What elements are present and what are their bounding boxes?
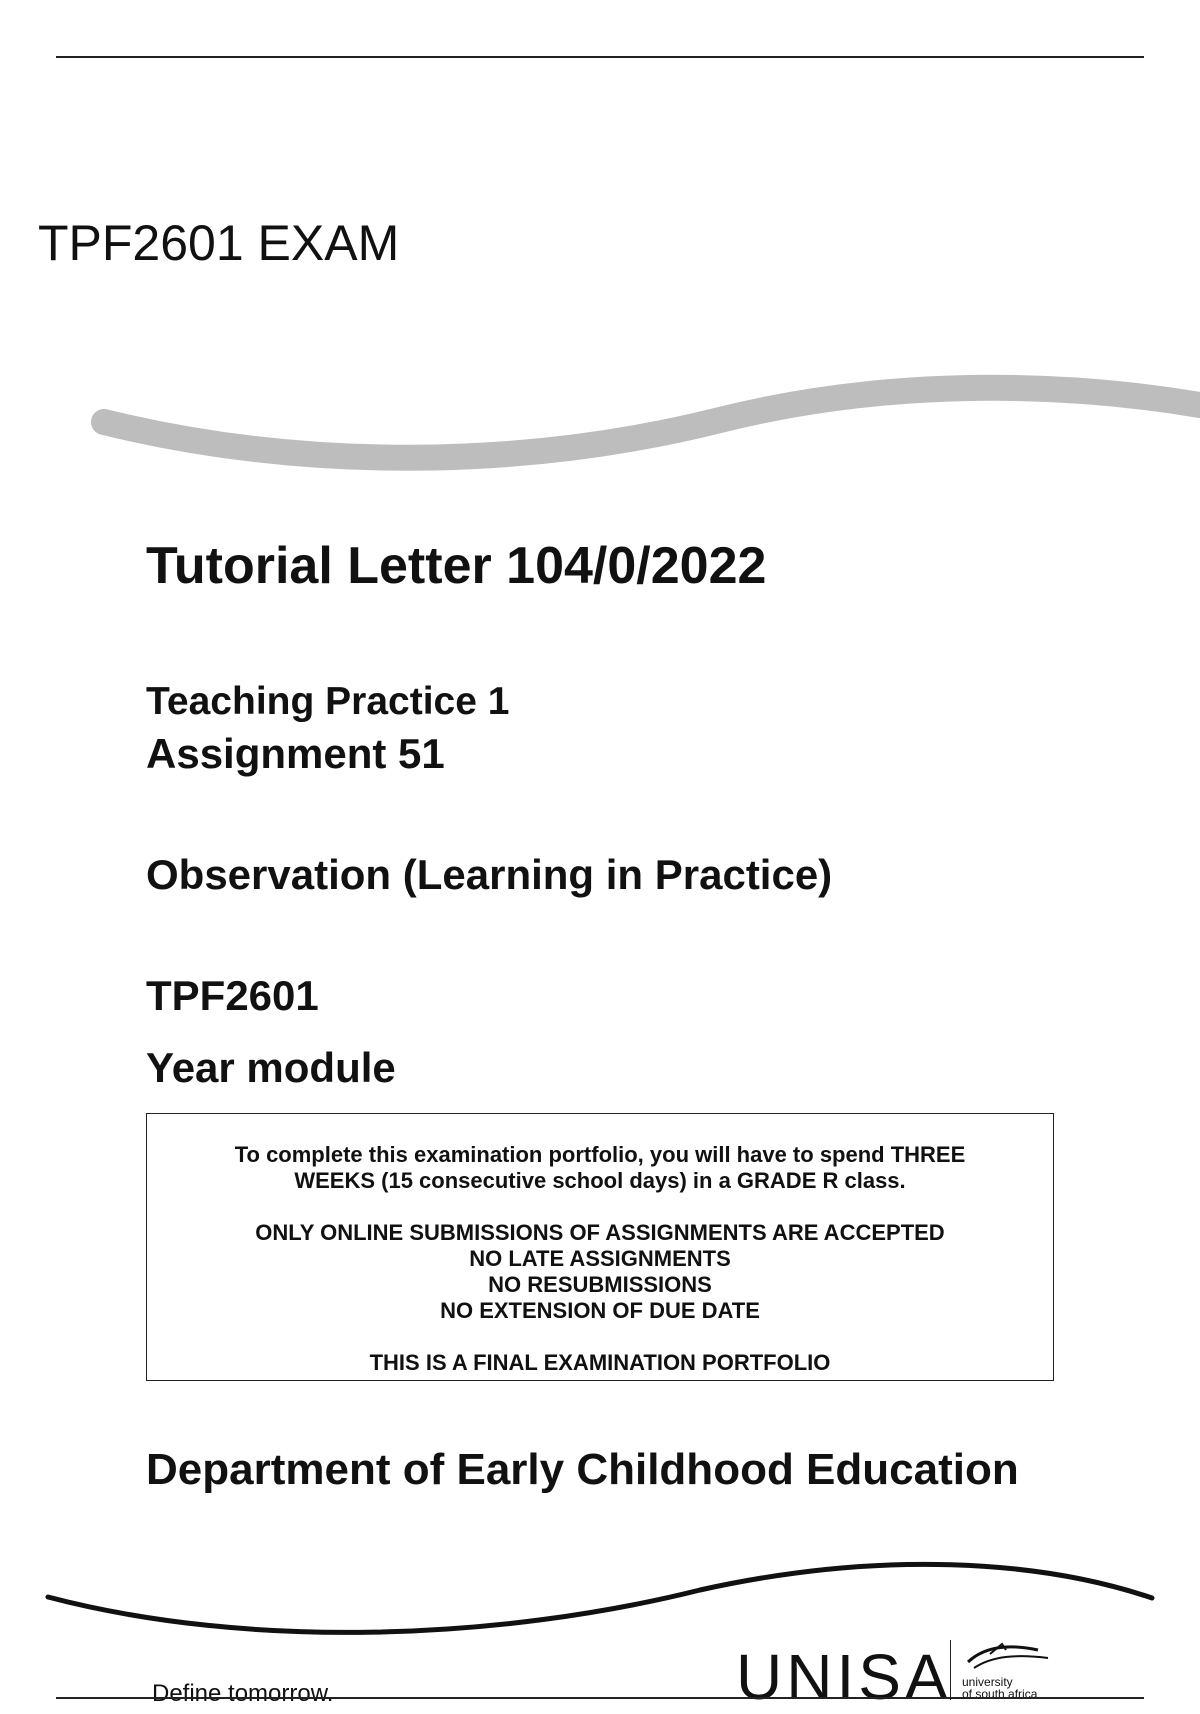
unisa-emblem-icon [960, 1640, 1052, 1676]
logo-sub-line: of south africa [962, 1687, 1038, 1701]
logo-sub-line: university [962, 1675, 1013, 1689]
notice-line: WEEKS (15 consecutive school days) in a GRADE R class. [294, 1168, 906, 1193]
notice-rule: NO EXTENSION OF DUE DATE [440, 1298, 760, 1323]
module-type: Year module [146, 1044, 396, 1091]
module-code: TPF2601 [146, 972, 319, 1019]
tutorial-letter-heading: Tutorial Letter 104/0/2022 [146, 537, 767, 595]
notice-rule: ONLY ONLINE SUBMISSIONS OF ASSIGNMENTS ARE ACCEPTED [255, 1220, 945, 1245]
logo-divider [950, 1640, 951, 1700]
assignment-number: Assignment 51 [146, 730, 445, 777]
grey-swoosh [104, 388, 1200, 458]
bottom-rule [56, 1697, 1144, 1699]
notice-line: To complete this examination portfolio, you will have to spend THREE [234, 1142, 966, 1167]
course-title: Teaching Practice 1 [146, 680, 510, 723]
notice-rule: NO RESUBMISSIONS [488, 1272, 712, 1297]
notice-final: THIS IS A FINAL EXAMINATION PORTFOLIO [369, 1350, 831, 1375]
notice-box [146, 1113, 1054, 1381]
department-name: Department of Early Childhood Education [146, 1445, 1019, 1494]
tagline: Define tomorrow. [152, 1680, 334, 1707]
assignment-subtitle: Observation (Learning in Practice) [146, 851, 833, 898]
unisa-logo-text: UNISA [736, 1641, 952, 1713]
notice-rule: NO LATE ASSIGNMENTS [469, 1246, 731, 1271]
black-swoosh [48, 1564, 1152, 1632]
top-rule [56, 56, 1144, 58]
exam-title: TPF2601 EXAM [38, 215, 400, 271]
